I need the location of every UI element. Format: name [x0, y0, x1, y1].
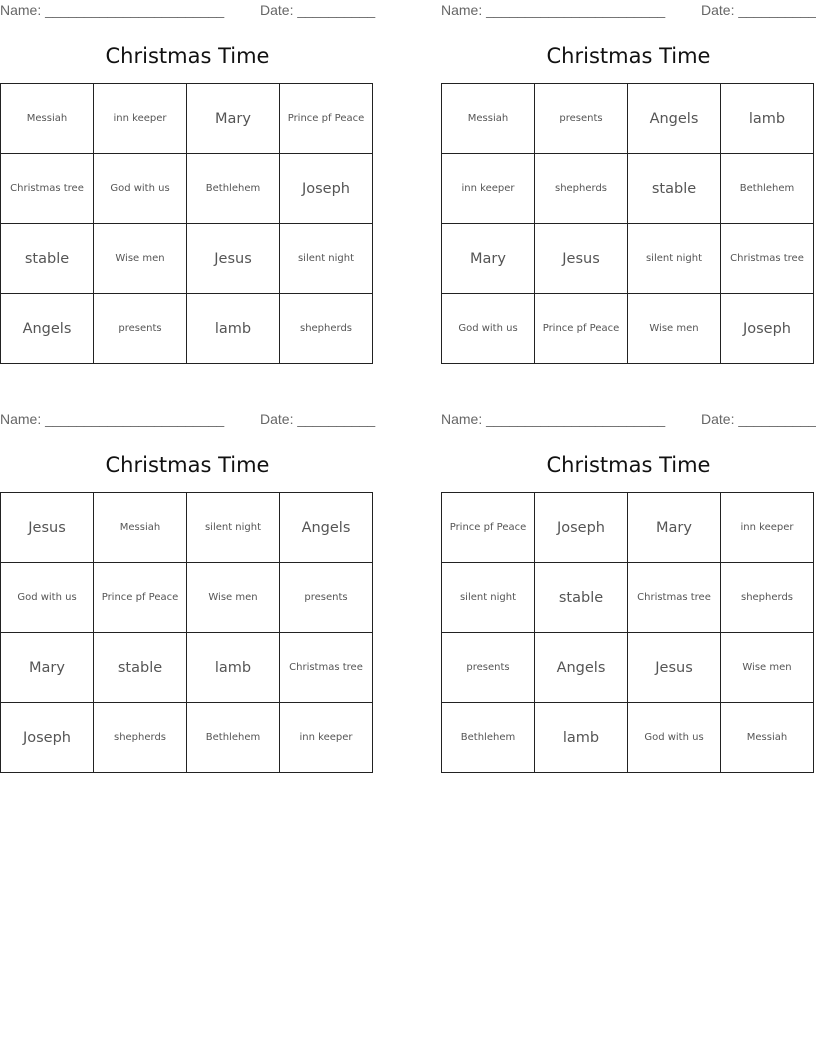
grid-cell: presents: [94, 294, 187, 364]
grid-cell: Joseph: [1, 703, 94, 773]
grid-row: [1, 224, 373, 294]
grid-cell: Wise men: [721, 633, 814, 703]
grid-cell: Christmas tree: [1, 154, 94, 224]
grid-cell: Wise men: [187, 563, 280, 633]
grid-cell: lamb: [187, 294, 280, 364]
name-field-label: Name: _______________________: [0, 2, 225, 18]
grid-cell: Mary: [628, 493, 721, 563]
grid-cell: silent night: [280, 224, 373, 294]
grid-cell: Christmas tree: [280, 633, 373, 703]
card-title: Christmas Time: [105, 453, 270, 477]
grid-cell: Angels: [280, 493, 373, 563]
grid-row: [442, 633, 814, 703]
grid-cell: inn keeper: [721, 493, 814, 563]
bingo-card-2: [441, 0, 816, 337]
grid-row: [1, 294, 373, 364]
grid-cell: Joseph: [721, 294, 814, 364]
grid-cell: God with us: [1, 563, 94, 633]
card-title: Christmas Time: [546, 453, 711, 477]
grid-cell: Christmas tree: [628, 563, 721, 633]
grid-cell: lamb: [187, 633, 280, 703]
grid-row: [442, 224, 814, 294]
grid-cell: shepherds: [721, 563, 814, 633]
grid-cell: Prince pf Peace: [94, 563, 187, 633]
grid-cell: Angels: [1, 294, 94, 364]
bingo-card-1: [0, 0, 376, 337]
bingo-card-3: [0, 409, 376, 746]
grid-row: [1, 703, 373, 773]
name-field-label: Name: _______________________: [441, 411, 666, 427]
grid-cell: presents: [280, 563, 373, 633]
grid-cell: stable: [1, 224, 94, 294]
bingo-grid: [0, 83, 373, 364]
grid-cell: Prince pf Peace: [442, 493, 535, 563]
grid-cell: shepherds: [280, 294, 373, 364]
date-field-label: Date: __________: [260, 2, 376, 18]
grid-row: [442, 294, 814, 364]
grid-cell: Wise men: [94, 224, 187, 294]
grid-cell: Joseph: [535, 493, 628, 563]
grid-cell: lamb: [535, 703, 628, 773]
grid-cell: stable: [94, 633, 187, 703]
grid-cell: Joseph: [280, 154, 373, 224]
grid-row: [1, 493, 373, 563]
bingo-card-4: [441, 409, 816, 746]
grid-cell: Jesus: [1, 493, 94, 563]
grid-cell: Jesus: [628, 633, 721, 703]
grid-row: [442, 154, 814, 224]
card-header: [0, 0, 375, 22]
grid-cell: Messiah: [94, 493, 187, 563]
grid-cell: Mary: [442, 224, 535, 294]
grid-cell: Messiah: [442, 84, 535, 154]
grid-row: [1, 84, 373, 154]
grid-cell: silent night: [442, 563, 535, 633]
grid-row: [442, 703, 814, 773]
name-field-label: Name: _______________________: [441, 2, 666, 18]
grid-cell: Bethlehem: [187, 703, 280, 773]
grid-cell: Jesus: [187, 224, 280, 294]
date-field-label: Date: __________: [260, 411, 376, 427]
grid-row: [442, 84, 814, 154]
grid-cell: Prince pf Peace: [280, 84, 373, 154]
grid-cell: inn keeper: [280, 703, 373, 773]
grid-cell: Bethlehem: [721, 154, 814, 224]
grid-row: [442, 493, 814, 563]
grid-cell: Wise men: [628, 294, 721, 364]
grid-cell: Mary: [187, 84, 280, 154]
grid-cell: God with us: [442, 294, 535, 364]
grid-row: [442, 563, 814, 633]
bingo-grid: [0, 492, 373, 773]
grid-cell: Messiah: [1, 84, 94, 154]
grid-cell: inn keeper: [94, 84, 187, 154]
card-title: Christmas Time: [105, 44, 270, 68]
grid-cell: God with us: [628, 703, 721, 773]
grid-row: [1, 563, 373, 633]
card-title: Christmas Time: [546, 44, 711, 68]
grid-cell: Bethlehem: [187, 154, 280, 224]
date-field-label: Date: __________: [701, 411, 816, 427]
grid-cell: lamb: [721, 84, 814, 154]
grid-cell: silent night: [187, 493, 280, 563]
grid-cell: Angels: [628, 84, 721, 154]
card-header: [441, 0, 816, 22]
grid-row: [1, 633, 373, 703]
grid-cell: shepherds: [94, 703, 187, 773]
bingo-grid: [441, 492, 814, 773]
grid-cell: stable: [628, 154, 721, 224]
grid-cell: presents: [442, 633, 535, 703]
grid-row: [1, 154, 373, 224]
grid-cell: Mary: [1, 633, 94, 703]
name-field-label: Name: _______________________: [0, 411, 225, 427]
card-header: [441, 409, 816, 431]
grid-cell: inn keeper: [442, 154, 535, 224]
grid-cell: shepherds: [535, 154, 628, 224]
grid-cell: Messiah: [721, 703, 814, 773]
card-header: [0, 409, 375, 431]
grid-cell: Angels: [535, 633, 628, 703]
bingo-grid: [441, 83, 814, 364]
grid-cell: God with us: [94, 154, 187, 224]
grid-cell: Bethlehem: [442, 703, 535, 773]
grid-cell: Christmas tree: [721, 224, 814, 294]
grid-cell: stable: [535, 563, 628, 633]
grid-cell: Jesus: [535, 224, 628, 294]
grid-cell: presents: [535, 84, 628, 154]
grid-cell: Prince pf Peace: [535, 294, 628, 364]
grid-cell: silent night: [628, 224, 721, 294]
date-field-label: Date: __________: [701, 2, 816, 18]
